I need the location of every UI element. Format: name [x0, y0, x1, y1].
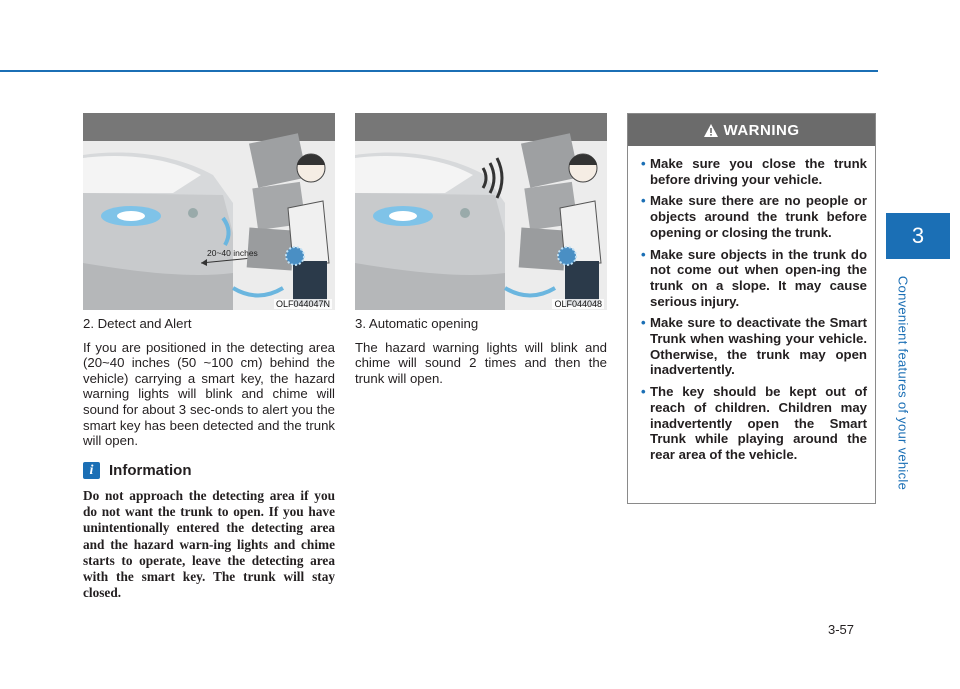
paragraph-detect-alert: If you are positioned in the detecting area (20~40 inches (50 ~100 cm) behind the vehicle) carrying a smart key, the hazard warning lights will blink and chime will sound for about 3 sec-onds to alert you the smart key has been detected and the trunk will open.	[83, 339, 335, 449]
figure-code: OLF044047N	[275, 299, 330, 309]
paragraph-automatic-opening: The hazard warning lights will blink and chime will sound 2 times and then the trunk will open.	[355, 339, 607, 386]
car-rear-person-illustration	[83, 113, 335, 310]
distance-label: 20~40 inches	[207, 248, 258, 258]
chapter-title: Convenient features of your vehicle	[895, 275, 911, 491]
bullet: •	[641, 315, 646, 331]
car-rear-opening-illustration	[355, 113, 607, 310]
warning-item: • Make sure you close the trunk before driving your vehicle.	[641, 156, 867, 187]
figure-detect-alert	[83, 113, 335, 310]
bullet: •	[641, 384, 646, 400]
bullet: •	[641, 193, 646, 209]
chapter-title-vertical	[880, 268, 926, 498]
warning-box	[627, 113, 876, 504]
subheading-automatic-opening: 3. Automatic opening	[355, 316, 479, 331]
warning-triangle-icon	[704, 124, 718, 137]
info-icon: i	[83, 462, 100, 479]
warning-item: • Make sure to deactivate the Smart Trunk when washing your vehicle. Otherwise, the trunk may open inadvertently.	[641, 315, 867, 378]
information-heading	[83, 462, 192, 479]
bullet: •	[641, 246, 646, 262]
figure-code: OLF044048	[554, 299, 602, 309]
chapter-number-tab: 3	[886, 213, 950, 259]
warning-list	[628, 146, 875, 463]
middle-column	[355, 316, 607, 386]
warning-item: • Make sure there are no people or objects around the trunk before opening or closing the trunk.	[641, 193, 867, 240]
subheading-detect-alert: 2. Detect and Alert	[83, 316, 192, 331]
header-rule	[0, 70, 878, 72]
information-title: Information	[109, 462, 192, 479]
warning-item: • Make sure objects in the trunk do not come out when open-ing the trunk on a slope. It may cause serious injury.	[641, 246, 867, 309]
figure-automatic-opening	[355, 113, 607, 310]
left-column	[83, 316, 335, 449]
warning-title: WARNING	[723, 121, 800, 139]
warning-header	[628, 114, 875, 146]
warning-item: • The key should be kept out of reach of children. Children may inadvertently open the Smart Trunk while playing around the rear area of the vehicle.	[641, 384, 867, 462]
information-text: Do not approach the detecting area if you do not want the trunk to open. If you have unintentionally entered the detecting area and the hazard warn-ing lights and chime starts to operate, leave the detecting area with the smart key. The trunk will stay closed.	[83, 488, 335, 601]
page-number: 3-57	[828, 622, 855, 637]
bullet: •	[641, 156, 646, 171]
